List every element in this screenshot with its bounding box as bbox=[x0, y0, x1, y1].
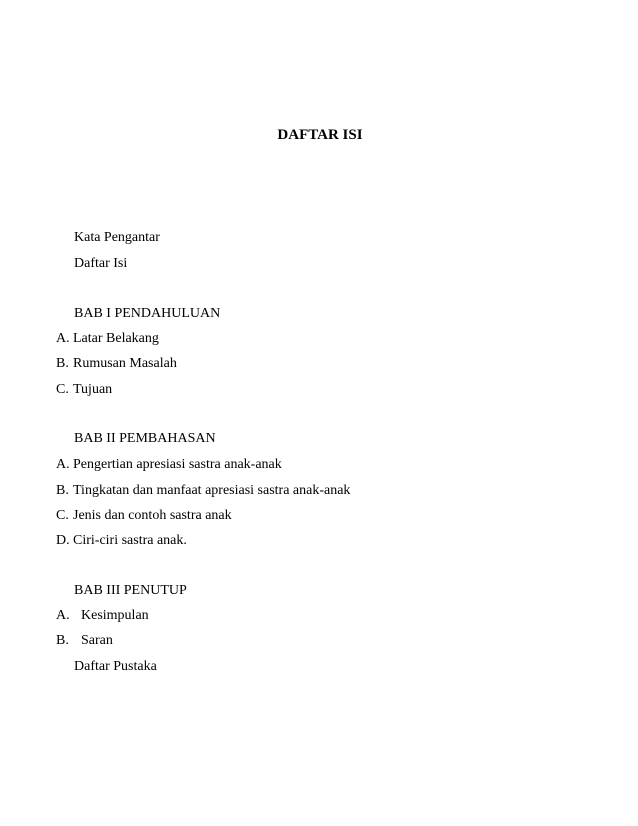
toc-entry-daftar-isi: Daftar Isi bbox=[74, 256, 128, 271]
item-letter: A. bbox=[56, 457, 70, 472]
item-text: Rumusan Masalah bbox=[73, 356, 177, 371]
item-text: Kesimpulan bbox=[81, 608, 149, 623]
toc-item bbox=[56, 355, 177, 373]
item-text: Jenis dan contoh sastra anak bbox=[73, 508, 232, 523]
item-letter: A. bbox=[56, 331, 70, 346]
chapter-heading-bab-1: BAB I PENDAHULUAN bbox=[74, 306, 221, 321]
item-letter: B. bbox=[56, 356, 69, 371]
toc-entry-daftar-pustaka: Daftar Pustaka bbox=[74, 659, 157, 674]
item-text: Tujuan bbox=[73, 382, 113, 397]
item-letter: C. bbox=[56, 508, 69, 523]
item-text: Pengertian apresiasi sastra anak-anak bbox=[73, 457, 282, 472]
item-letter: D. bbox=[56, 533, 70, 548]
chapter-heading-bab-3: BAB III PENUTUP bbox=[74, 583, 187, 598]
toc-item bbox=[56, 632, 113, 650]
toc-item bbox=[56, 381, 112, 399]
item-text: Saran bbox=[81, 633, 113, 648]
item-text: Latar Belakang bbox=[73, 331, 159, 346]
item-letter: A. bbox=[56, 608, 70, 623]
toc-entry-kata-pengantar: Kata Pengantar bbox=[74, 230, 160, 245]
item-letter: B. bbox=[56, 483, 69, 498]
toc-item bbox=[56, 456, 282, 474]
item-letter: B. bbox=[56, 633, 69, 648]
toc-item bbox=[56, 330, 159, 348]
toc-item bbox=[56, 482, 350, 500]
item-text: Ciri-ciri sastra anak. bbox=[73, 533, 187, 548]
item-text: Tingkatan dan manfaat apresiasi sastra anak-anak bbox=[73, 483, 351, 498]
toc-item bbox=[56, 532, 187, 550]
page-title: DAFTAR ISI bbox=[277, 127, 363, 143]
toc-item bbox=[56, 607, 149, 625]
item-letter: C. bbox=[56, 382, 69, 397]
chapter-heading-bab-2: BAB II PEMBAHASAN bbox=[74, 431, 216, 446]
toc-item bbox=[56, 507, 232, 525]
